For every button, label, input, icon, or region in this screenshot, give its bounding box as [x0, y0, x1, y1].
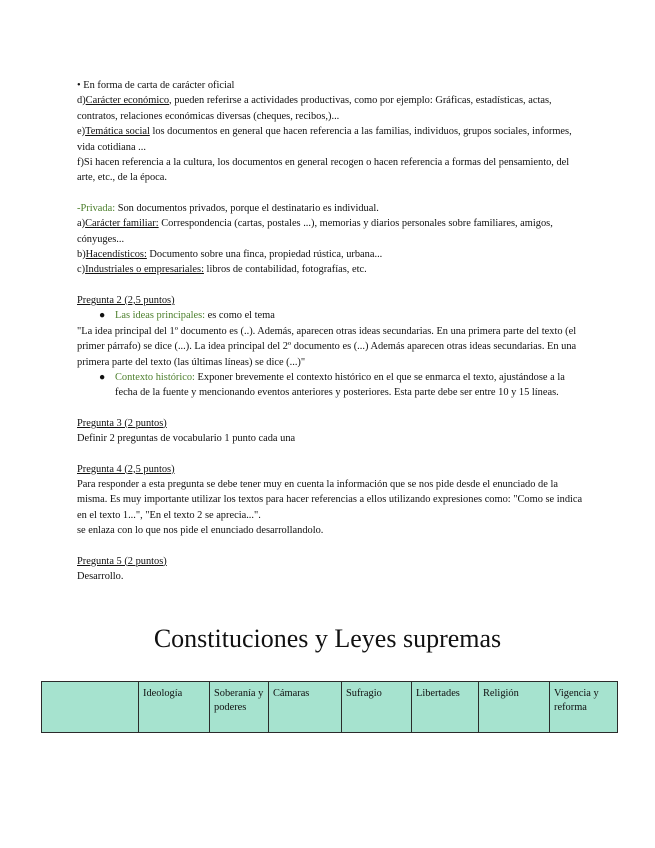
term-hacendisticos: Hacendísticos: [85, 249, 147, 261]
term-caracter-familiar: Carácter familiar: [85, 218, 159, 230]
notes-section [77, 78, 587, 584]
term-caracter-economico: Carácter económico [85, 95, 170, 107]
table-header-camaras: Cámaras [269, 682, 342, 733]
pregunta-4-text-2: se enlaza con lo que nos pide el enunciado desarrollandolo. [77, 525, 324, 537]
table-row [42, 682, 618, 733]
item-f: f)Si hacen referencia a la cultura, los documentos en general recogen o hacen referencia a formas del pensamiento, del arte, etc., de la época. [77, 157, 570, 184]
item-privada-c: c)Industriales o empresariales: libros de contabilidad, fotografías, etc. [77, 264, 367, 276]
term-tematica-social: Temática social [85, 126, 150, 138]
pregunta-3-heading: Pregunta 3 (2 puntos) [77, 417, 167, 429]
item-d: d)Carácter económico, pueden referirse a actividades productivas, como por ejemplo: Gráficas, estadísticas, actas, contratos, relaciones económicas diversas (cheques, recibos,)... [77, 95, 552, 122]
bullet-dot-icon: ● [99, 310, 106, 322]
section-title: Constituciones y Leyes supremas [153, 624, 502, 653]
bullet-contexto-historico: ● Contexto histórico: Exponer brevemente el contexto histórico en el que se enmarca el texto, ajustándose a la fecha de la fuente y mencionando eventos anteriores y posteriores. Esta parte debe ser entre 10 y 15 líneas. [99, 371, 565, 399]
pregunta-5-text: Desarrollo. [77, 570, 124, 582]
item-privada-a: a)Carácter familiar: Correspondencia (cartas, postales ...), memorias y diarios personales sobre familiares, amigos, cónyuges... [77, 218, 553, 245]
pregunta-2-heading: Pregunta 2 (2,5 puntos) [77, 294, 175, 306]
table-header-religion: Religión [479, 682, 550, 733]
constitutions-table [41, 681, 618, 733]
item-privada-b: b)Hacendísticos: Documento sobre una finca, propiedad rústica, urbana... [77, 249, 383, 261]
pregunta-5-heading: Pregunta 5 (2 puntos) [77, 555, 167, 567]
ideas-quote: "La idea principal del 1º documento es (..). Además, aparecen otras ideas secundarias. En una primera parte del texto (el primer párrafo) se dice (...). La idea principal del 2º documento es (...) Además aparecen otras ideas secundarias. En una primera parte del texto (las últimas líneas) se dice (...)" [77, 325, 577, 368]
bullet-ideas-principales: ● Las ideas principales: es como el tema [77, 308, 587, 323]
table-header-vigencia: Vigencia y reforma [550, 682, 618, 733]
table-header-ideologia: Ideología [139, 682, 210, 733]
privada-line: -Privada: Son documentos privados, porque el destinatario es individual. [77, 202, 379, 214]
bullet-dot-icon: ● [99, 371, 106, 383]
bullet-official-letter: • En forma de carta de carácter oficial [77, 80, 235, 91]
pregunta-3-text: Definir 2 preguntas de vocabulario 1 punto cada una [77, 433, 296, 445]
term-industriales: Industriales o empresariales: [85, 264, 204, 276]
table-header-sufragio: Sufragio [342, 682, 412, 733]
pregunta-4-text: Para responder a esta pregunta se debe tener muy en cuenta la información que se nos pide desde el enunciado de la misma. Es muy importante utilizar los textos para hacer referencias a ellos utilizando expresiones como: "Como se indica en el texto 1...", "En el texto 2 se aprecia...". [77, 478, 583, 521]
table-header-soberania: Soberanía y poderes [210, 682, 269, 733]
pregunta-4-heading: Pregunta 4 (2,5 puntos) [77, 463, 175, 475]
table-header-libertades: Libertades [412, 682, 479, 733]
table-header-blank [42, 682, 139, 733]
item-e: e)Temática social los documentos en general que hacen referencia a las familias, individuos, grupos sociales, informes, vida cotidiana ... [77, 126, 572, 153]
privada-label: -Privada: [77, 202, 116, 214]
